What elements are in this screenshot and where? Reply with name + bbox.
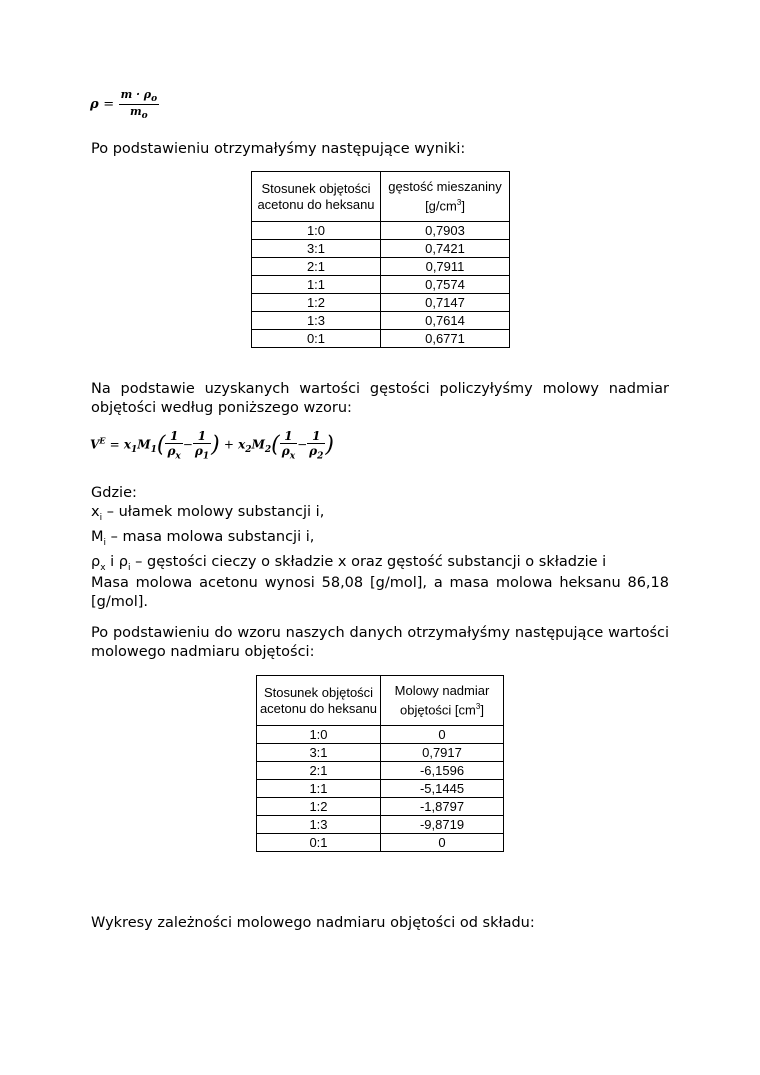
header-excess-volume — [381, 676, 504, 726]
ratio-cell: 1:1 — [252, 276, 381, 294]
f2-frac-d — [307, 429, 325, 461]
ratio-cell: 1:1 — [257, 780, 381, 798]
f2-plus: + — [223, 437, 234, 452]
header-excess-end: ] — [480, 702, 484, 718]
def-rho-and: i — [105, 553, 119, 570]
f2-frac-a-num: 1 — [165, 429, 182, 444]
def-x-sub: i — [99, 512, 103, 523]
f2-x2-sub: 2 — [245, 445, 252, 456]
value-cell: 0,7147 — [381, 294, 510, 312]
def-rho-i-sym: ρ — [118, 553, 129, 570]
ratio-cell: 1:3 — [252, 312, 381, 330]
header-excess-text: Molowy nadmiar objętości [cm — [394, 682, 490, 718]
def-rho-i-sub: i — [128, 562, 131, 573]
value-cell: 0,7903 — [381, 222, 510, 240]
charts-caption: Wykresy zależności molowego nadmiaru objętości od składu: — [91, 915, 535, 931]
f2-frac-c — [280, 429, 297, 461]
def-rho-x-sym: ρ — [91, 553, 101, 570]
def-rho-text: – gęstości cieczy o składzie x oraz gęstość substancji o składzie i — [130, 553, 607, 570]
def-m-text: – masa molowa substancji i, — [106, 528, 315, 545]
ratio-cell: 1:2 — [252, 294, 381, 312]
f2-m1: M — [137, 437, 151, 452]
value-cell: 0,6771 — [381, 330, 510, 348]
table-row — [252, 312, 510, 330]
f2-m2-sub: 2 — [264, 445, 272, 456]
table-row — [252, 258, 510, 276]
f2-paren-close-2: ) — [325, 432, 334, 458]
f2-minus-2: − — [297, 437, 308, 452]
value-cell: 0,7574 — [381, 276, 510, 294]
formula-numerator-sub: o — [151, 94, 158, 105]
value-cell: 0 — [381, 834, 504, 852]
f2-frac-d-sub: 2 — [317, 451, 324, 462]
value-cell: 0,7421 — [381, 240, 510, 258]
f2-paren-open-1: ( — [156, 432, 166, 458]
ratio-cell: 1:0 — [252, 222, 381, 240]
header-density-sup: 3 — [456, 197, 462, 207]
def-m-sub: i — [103, 537, 107, 548]
value-cell: 0,7614 — [381, 312, 510, 330]
header-density — [381, 172, 510, 222]
f2-frac-a — [165, 429, 182, 461]
f2-v-sup: E — [99, 435, 106, 446]
f2-paren-open-2: ( — [271, 432, 280, 458]
ratio-cell: 3:1 — [252, 240, 381, 258]
f2-v: V — [90, 437, 100, 452]
f2-m2: M — [251, 437, 265, 452]
def-x-text: – ułamek molowy substancji i, — [102, 504, 325, 520]
density-formula — [90, 88, 159, 121]
table-row — [257, 780, 504, 798]
molar-mass-paragraph: Masa molowa acetonu wynosi 58,08 [g/mol], a masa molowa heksanu 86,18 [g/mol]. — [91, 575, 669, 610]
definitions-title: Gdzie: — [91, 485, 137, 501]
def-rho-x-sub: x — [100, 562, 106, 573]
value-cell: 0 — [381, 726, 504, 744]
excess-volume-table — [256, 675, 504, 852]
f2-paren-close-1: ) — [211, 432, 220, 458]
table-row — [257, 726, 504, 744]
f2-frac-c-num: 1 — [280, 429, 297, 444]
f2-frac-b-num: 1 — [193, 429, 211, 444]
f2-minus-1: − — [182, 437, 193, 452]
definitions-block — [91, 484, 606, 578]
method-paragraph: Na podstawie uzyskanych wartości gęstości policzyłyśmy molowy nadmiar objętości według poniższego wzoru: — [91, 381, 669, 416]
f2-frac-b-rho: ρ — [194, 444, 203, 458]
ratio-cell: 1:0 — [257, 726, 381, 744]
header-ratio: Stosunek objętości acetonu do heksanu — [252, 172, 381, 222]
header-excess-sup: 3 — [475, 701, 481, 711]
formula-fraction — [119, 88, 159, 121]
ratio-cell: 0:1 — [257, 834, 381, 852]
density-table — [251, 171, 510, 348]
ratio-cell: 2:1 — [257, 762, 381, 780]
excess-volume-formula — [90, 429, 334, 461]
def-x-sym: x — [91, 504, 100, 520]
table-row — [257, 798, 504, 816]
value-cell: -6,1596 — [381, 762, 504, 780]
f2-m1-sub: 1 — [150, 445, 157, 456]
f2-frac-d-rho: ρ — [309, 444, 318, 458]
table-row — [257, 834, 504, 852]
formula-equals: = — [103, 97, 115, 113]
formula-numerator: m · ρ — [120, 88, 152, 101]
value-cell: -1,8797 — [381, 798, 504, 816]
header-density-text: gęstość mieszaniny [g/cm — [388, 178, 502, 214]
definition-m — [91, 528, 606, 553]
formula-denominator-sub: o — [141, 111, 148, 122]
intro-paragraph: Po podstawieniu otrzymałyśmy następujące wyniki: — [91, 141, 466, 157]
definition-x — [91, 503, 606, 528]
table-row — [252, 294, 510, 312]
table-row — [252, 240, 510, 258]
f2-x1: x — [123, 437, 132, 452]
table-row — [257, 816, 504, 834]
f2-x2: x — [238, 437, 246, 452]
f2-frac-a-sub: x — [175, 451, 181, 462]
formula-denominator: m — [130, 105, 142, 119]
results-paragraph: Po podstawieniu do wzoru naszych danych otrzymałyśmy następujące wartości molowego nadmiaru objętości: — [91, 625, 669, 660]
header-ratio: Stosunek objętości acetonu do heksanu — [257, 676, 381, 726]
table-row — [252, 276, 510, 294]
value-cell: 0,7911 — [381, 258, 510, 276]
f2-frac-b — [193, 429, 211, 461]
table-row — [252, 222, 510, 240]
value-cell: -5,1445 — [381, 780, 504, 798]
f2-frac-b-sub: 1 — [202, 451, 210, 462]
table-row — [257, 762, 504, 780]
header-density-end: ] — [461, 198, 465, 214]
table-header-row — [257, 676, 504, 726]
f2-x1-sub: 1 — [131, 445, 138, 456]
f2-eq: = — [109, 437, 120, 452]
value-cell: -9,8719 — [381, 816, 504, 834]
table-row — [257, 744, 504, 762]
ratio-cell: 1:3 — [257, 816, 381, 834]
ratio-cell: 0:1 — [252, 330, 381, 348]
value-cell: 0,7917 — [381, 744, 504, 762]
table-row — [252, 330, 510, 348]
ratio-cell: 3:1 — [257, 744, 381, 762]
formula-rho: ρ — [90, 97, 99, 113]
def-m-sym: M — [91, 528, 104, 545]
table-header-row — [252, 172, 510, 222]
f2-frac-c-rho: ρ — [281, 444, 290, 458]
f2-frac-d-num: 1 — [307, 429, 325, 444]
ratio-cell: 2:1 — [252, 258, 381, 276]
f2-frac-c-sub: x — [289, 451, 296, 462]
ratio-cell: 1:2 — [257, 798, 381, 816]
f2-frac-a-rho: ρ — [167, 444, 176, 458]
